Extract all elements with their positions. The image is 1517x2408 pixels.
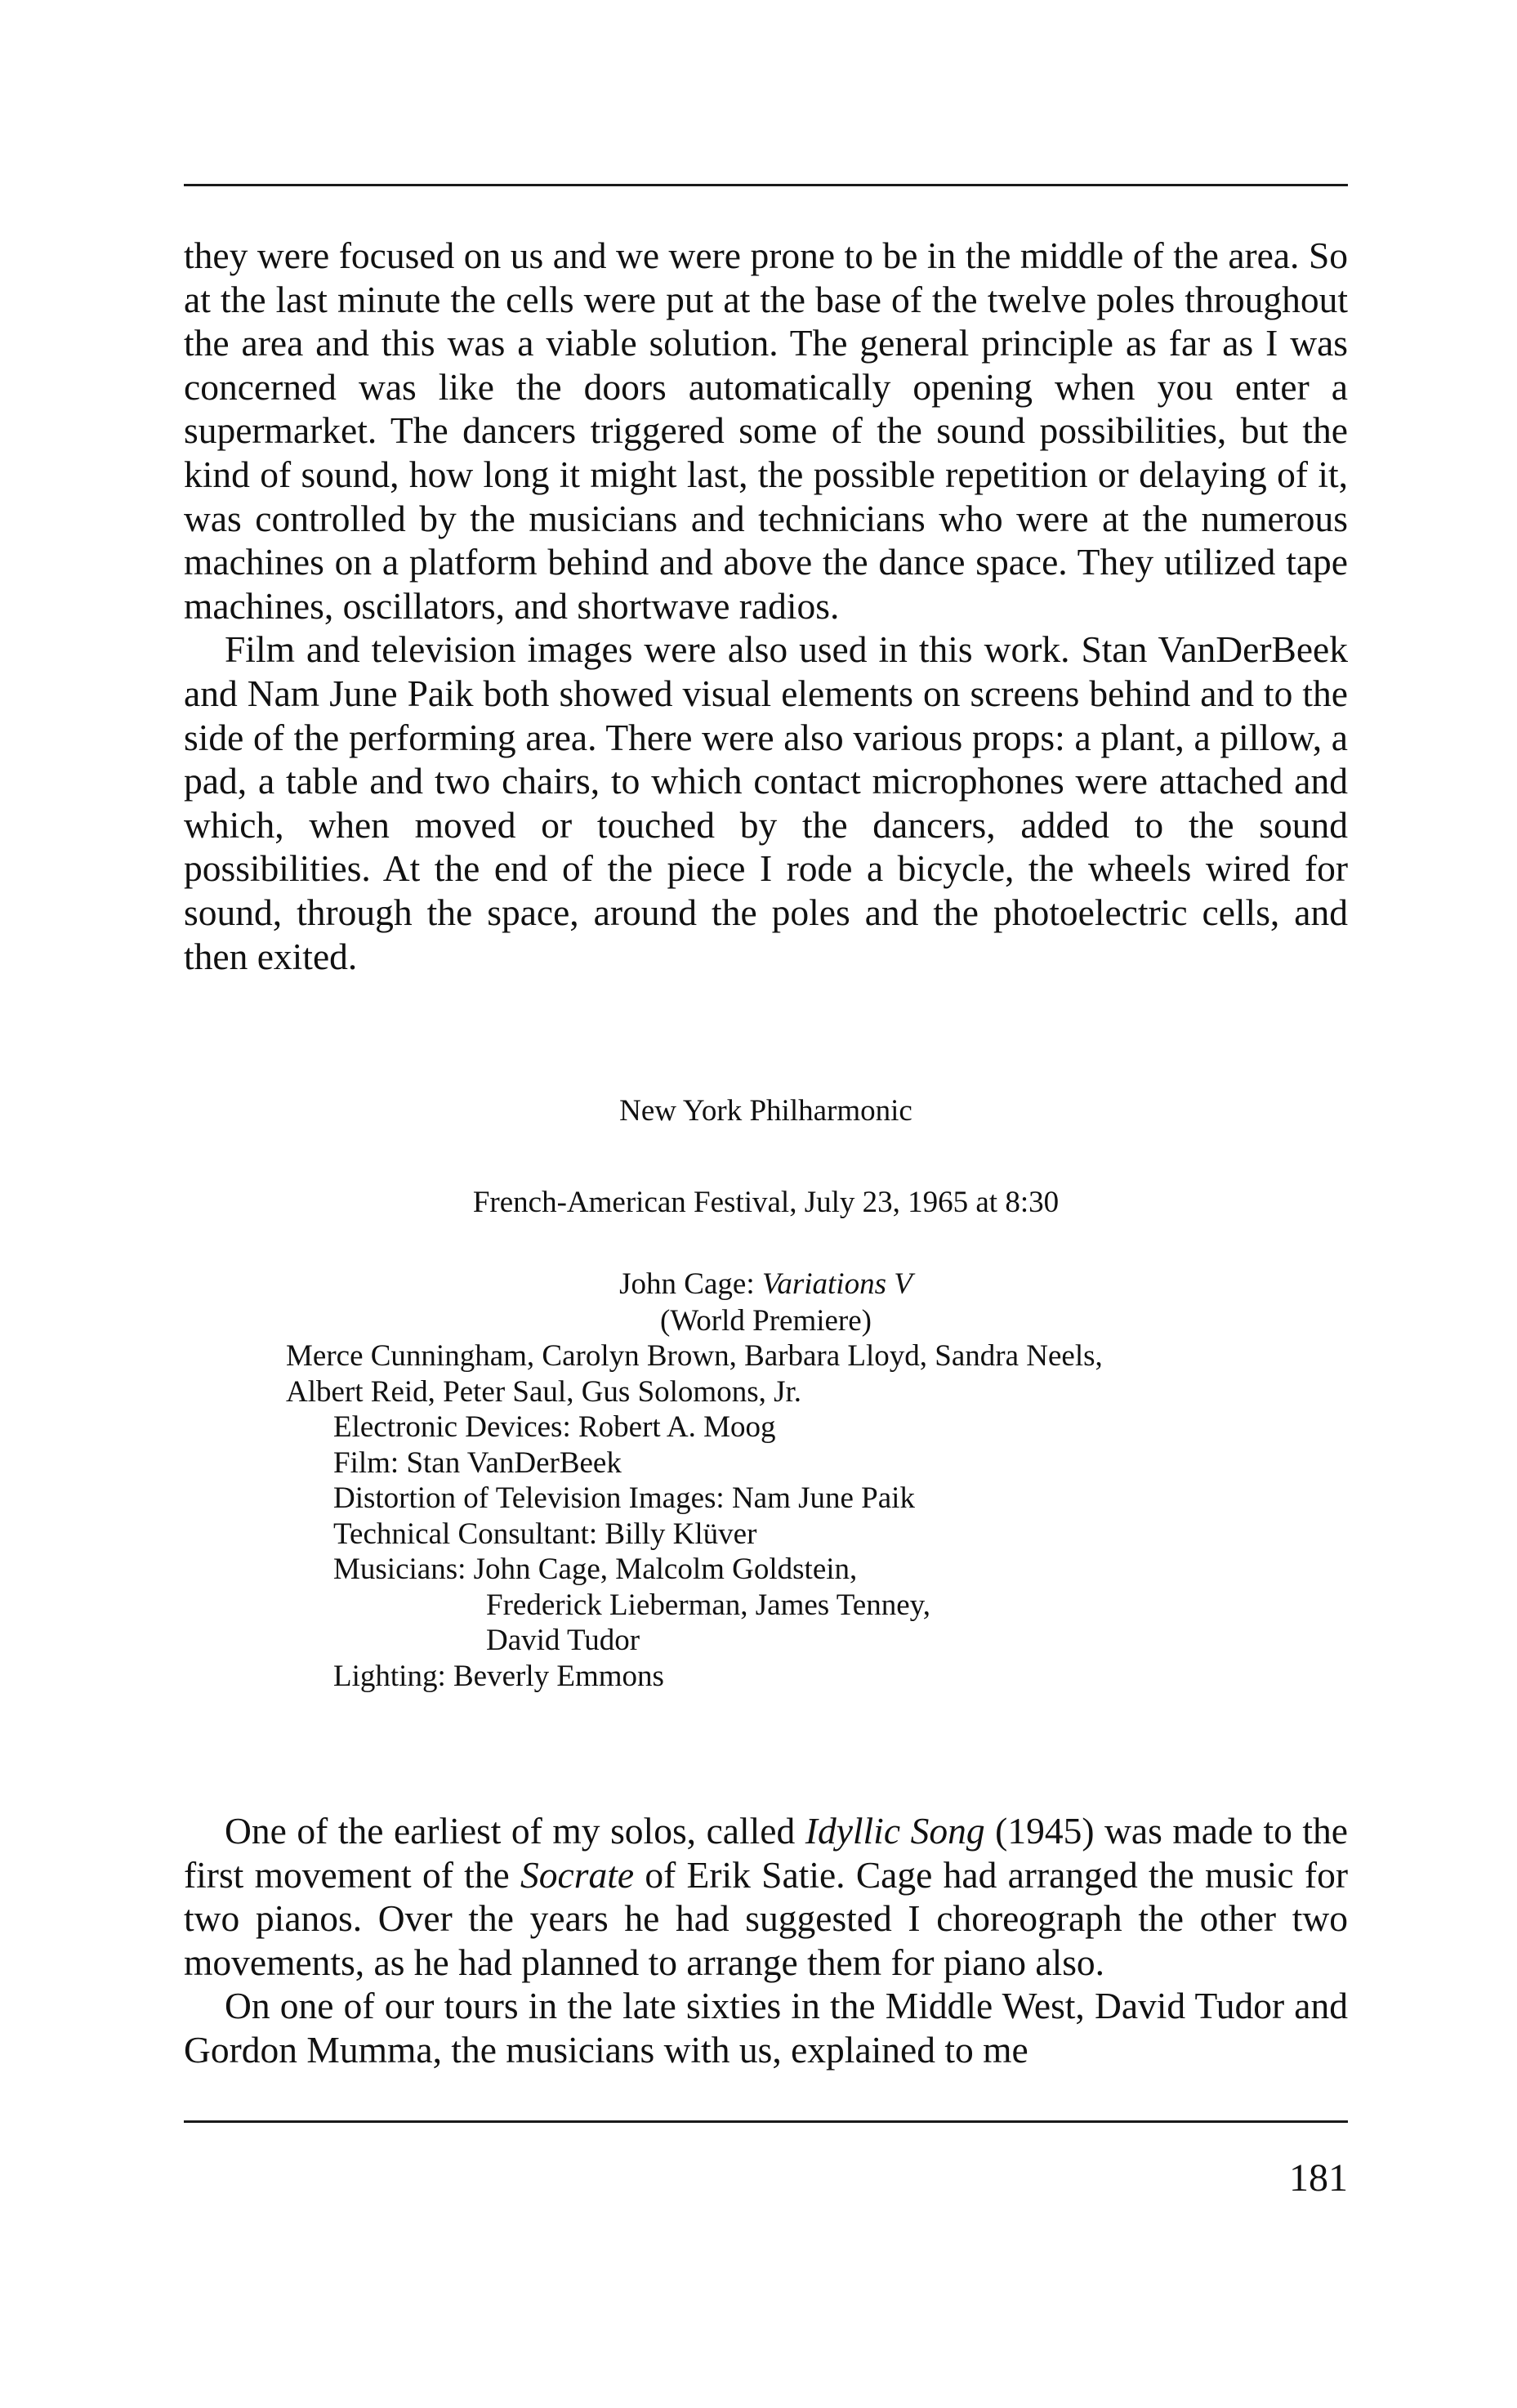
text-block-lower — [184, 1809, 1348, 2072]
credit-musicians-cont: Frederick Lieberman, James Tenney, — [486, 1588, 930, 1622]
program-premiere: (World Premiere) — [660, 1304, 872, 1338]
top-rule — [184, 184, 1348, 186]
program-work-prefix: John Cage: — [619, 1267, 762, 1301]
credit-musicians: Musicians: John Cage, Malcolm Goldstein, — [333, 1552, 858, 1586]
text-block-upper — [184, 234, 1348, 978]
text-run: One of the earliest of my solos, called — [225, 1810, 805, 1852]
program-work — [184, 1267, 1348, 1302]
paragraph: they were focused on us and we were prone to be in the middle of the area. So at the last minute the cells were put at the base of the twelve poles throughout the area and this was a viable solution. The general principle as far as I was concerned was like the doors automatically opening when you enter a supermarket. The dancers triggered some of the sound possibilities, but the kind of sound, how long it might last, the possible repetition or delaying of it, was controlled by the musicians and technicians who were at the numerous machines on a platform behind and above the dance space. They utilized tape machines, oscillators, and shortwave radios. — [184, 235, 1348, 627]
work-title: Idyllic Song — [805, 1810, 985, 1852]
work-title: Socrate — [520, 1853, 635, 1896]
credit-electronic: Electronic Devices: Robert A. Moog — [333, 1410, 776, 1444]
program-credits — [286, 1338, 1103, 1694]
text-run: of Erik Satie. Cage had arranged the music for two pianos. Over the years he had suggested I choreograph the other two movements, as he had planned to arrange them for piano also. — [184, 1853, 1348, 1983]
dancers-line: Merce Cunningham, Carolyn Brown, Barbara Lloyd, Sandra Neels, — [286, 1339, 1103, 1373]
credit-distortion: Distortion of Television Images: Nam June Paik — [333, 1481, 915, 1515]
page-number: 181 — [1289, 2156, 1348, 2200]
program-event: French-American Festival, July 23, 1965 at 8:30 — [472, 1186, 1060, 1219]
credit-film: Film: Stan VanDerBeek — [333, 1445, 622, 1480]
bottom-rule — [184, 2120, 1348, 2123]
paragraph — [184, 1809, 1348, 1984]
text-run: (1945) was made to the first movement of the — [184, 1810, 1349, 1896]
paragraph: On one of our tours in the late sixties in the Middle West, David Tudor and Gordon Mumma, the musicians with us, explained to me — [184, 1985, 1348, 2071]
program-work-title: Variations V — [761, 1267, 912, 1301]
program-organization: New York Philharmonic — [619, 1094, 912, 1128]
credit-technical: Technical Consultant: Billy Klüver — [333, 1517, 757, 1551]
credit-lighting: Lighting: Beverly Emmons — [333, 1659, 664, 1693]
paragraph: Film and television images were also used in this work. Stan VanDerBeek and Nam June Paik both showed visual elements on screens behind and to the side of the performing area. There were also various props: a plant, a pillow, a pad, a table and two chairs, to which contact microphones were attached and which, when moved or touched by the dancers, added to the sound possibilities. At the end of the piece I rode a bicycle, the wheels wired for sound, through the space, around the poles and the photoelectric cells, and then exited. — [184, 628, 1348, 977]
dancers-line: Albert Reid, Peter Saul, Gus Solomons, Jr. — [286, 1374, 802, 1409]
credit-musicians-cont: David Tudor — [486, 1624, 640, 1657]
